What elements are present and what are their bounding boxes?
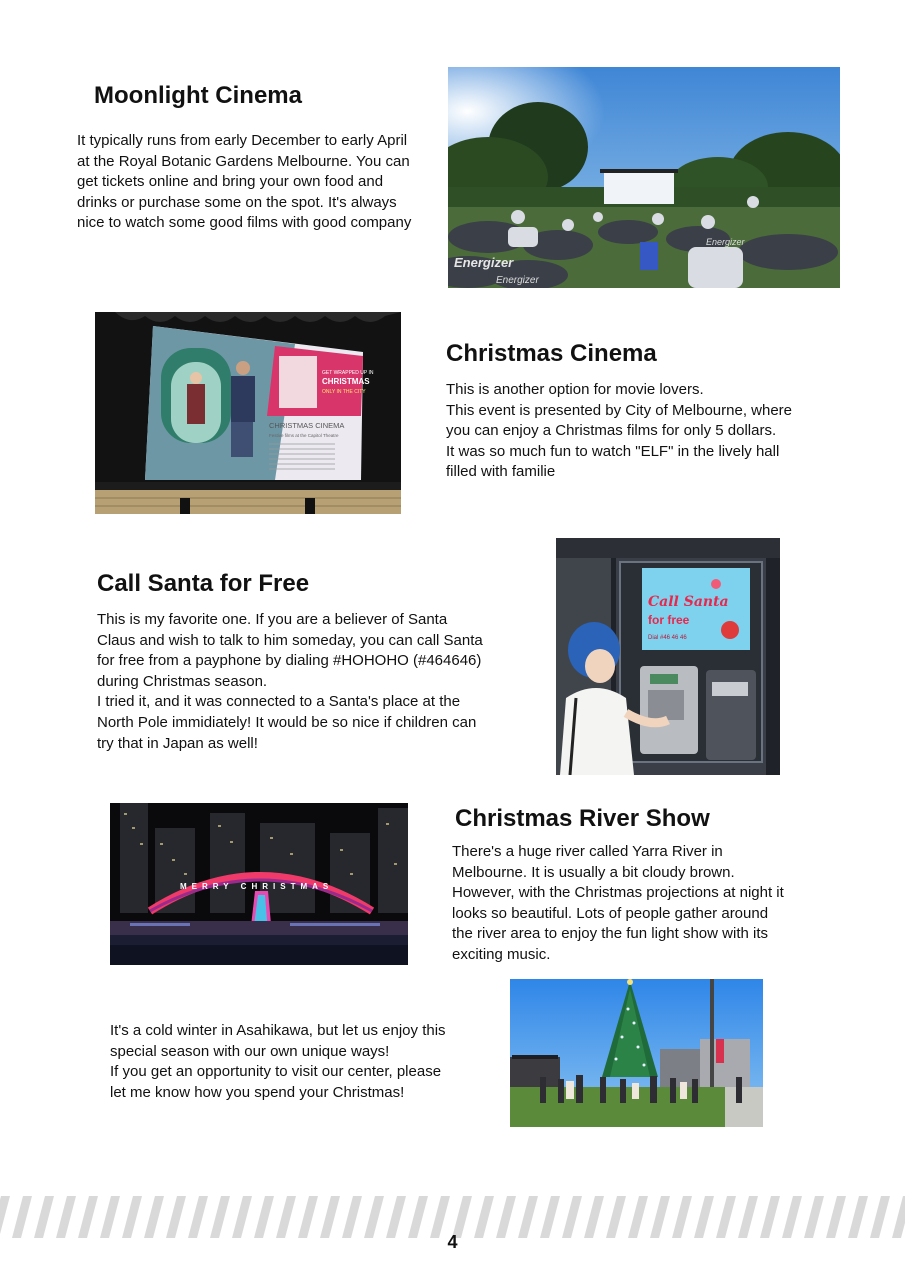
call-santa-photo [556,538,780,775]
moonlight-cinema-photo [448,67,840,288]
moonlight-cinema-title: Moonlight Cinema [94,82,302,109]
energizer-sign-1: Energizer [454,255,514,270]
river-show-text: There's a huge river called Yarra River in Melbourne. It is usually a bit cloudy brown. However, with the Christmas projections at night it looks so beautiful. Lots of people gather around the river area to enjoy the fun light show with its exciting music. [452,843,784,963]
river-show-photo [110,803,408,965]
sign-number: Dial #46 46 46 [648,635,687,641]
call-santa-title: Call Santa for Free [97,570,310,597]
river-show-title: Christmas River Show [455,805,710,832]
energizer-sign-3: Energizer [706,237,745,247]
christmas-cinema-title: Christmas Cinema [446,340,657,367]
christmas-cinema-photo [95,312,401,514]
sign-call-santa: Call Santa [648,594,729,610]
call-santa-text: This is my favorite one. If you are a believer of Santa Claus and wish to talk to him someday, you can call Santa for free from a payphone by dialing #HOHOHO (#464646) during Christmas season. I tried it, and it was connected to a Santa's place at the North Pole immidiately! It would be so nice if children can try that in Japan as well! [97,611,483,752]
christmas-cinema-text: This is another option for movie lovers. This event is presented by City of Melbourne, where you can enjoy a Christmas films for only 5 dollars. It was so much fun to watch "ELF" in the lively hall filled with familie [446,381,793,481]
merry-christmas-arch-text: MERRY CHRISTMAS [180,882,334,891]
energizer-sign-2: Energizer [496,275,539,286]
sign-for-free: for free [648,613,690,627]
christmas-tree-photo [510,979,763,1127]
screen-promo-line2: CHRISTMAS [322,377,370,386]
moonlight-cinema-text: It typically runs from early December to early April at the Royal Botanic Gardens Melbourne. You can get tickets online and bring your own food and drinks or purchase some on the spot. It's always nice to watch some good films with good company [77,132,412,232]
screen-subheading: Festive films at the Capitol Theatre [269,433,339,438]
page-number: 4 [447,1232,458,1252]
screen-heading: CHRISTMAS CINEMA [269,421,345,430]
screen-promo-line1: GET WRAPPED UP IN [322,370,374,376]
closing-text: It's a cold winter in Asahikawa, but let us enjoy this special season with our own unique ways! If you get an opportunity to visit our center, please let me know how you spend your Christmas! [110,1022,446,1101]
screen-promo-line3: ONLY IN THE CITY [322,389,366,395]
